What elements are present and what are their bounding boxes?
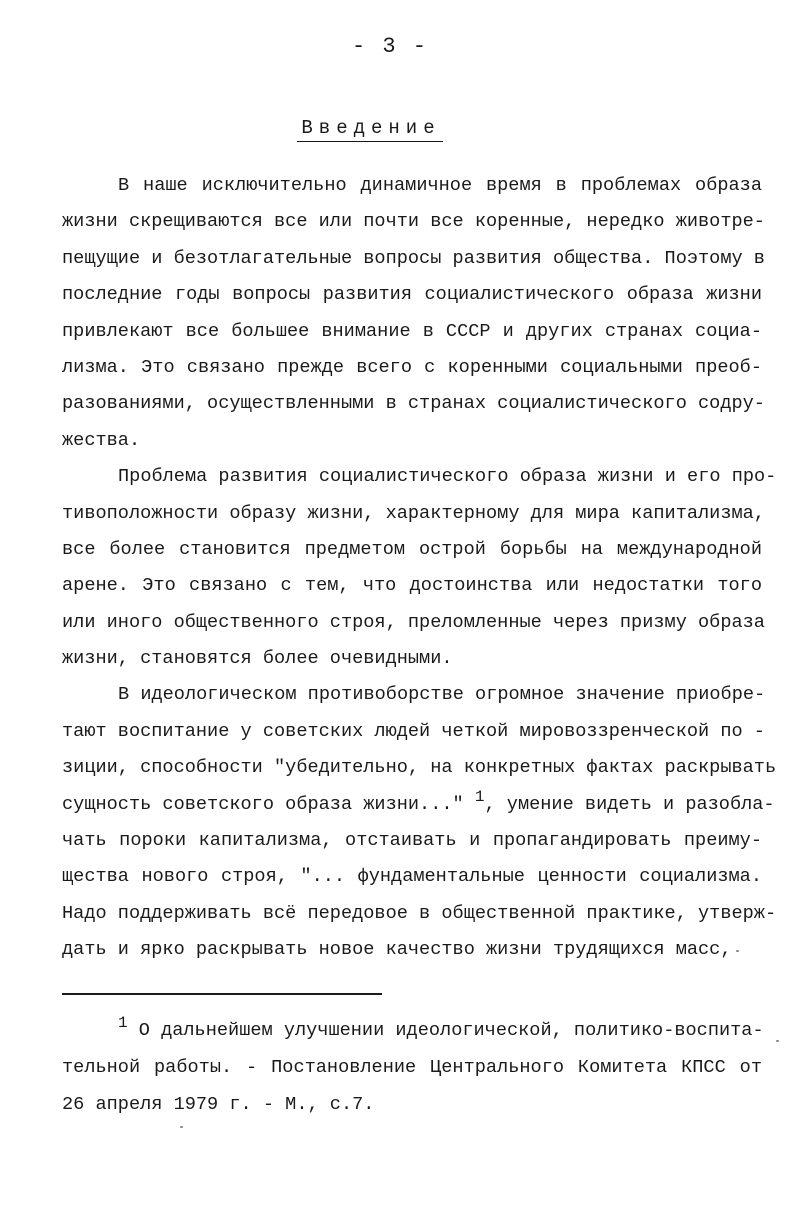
text-fragment: , умение видеть и разобла-	[484, 793, 775, 815]
text-line-with-footnote	[62, 787, 775, 823]
scan-speck	[776, 1040, 779, 1042]
text-line: жизни скрещиваются все или почти все коренные, нередко животре-	[62, 211, 765, 233]
text-line: жества.	[62, 429, 141, 451]
text-line: тивоположности образу жизни, характерному для мира капитализма,	[62, 502, 765, 524]
section-title	[0, 117, 740, 139]
section-title-text: Введение	[297, 117, 442, 142]
text-line: все более становится предметом острой борьбы на международной	[62, 538, 762, 560]
text-line: арене. Это связано с тем, что достоинства или недостатки того	[62, 575, 762, 597]
footnote	[62, 1012, 762, 1123]
text-line: Проблема развития социалистического образа жизни и его про-	[118, 466, 777, 488]
text-line: щества нового строя, "... фундаментальные ценности социализма.	[62, 866, 762, 888]
text-line: лизма. Это связано прежде всего с коренными социальными преоб-	[62, 356, 762, 378]
footnote-reference[interactable]: 1	[474, 787, 485, 806]
text-line: жизни, становятся более очевидными.	[62, 648, 453, 670]
footnote-text: О дальнейшем улучшении идеологической, политико-воспита-	[127, 1020, 764, 1041]
text-line: В идеологическом противоборстве огромное значение приобре-	[118, 684, 766, 706]
text-fragment: сущность советского образа жизни..."	[62, 793, 464, 815]
text-line: дать и ярко раскрывать новое качество жизни трудящихся масс,	[62, 939, 732, 961]
page-number: - 3 -	[351, 34, 428, 59]
footnote-line: тельной работы. - Постановление Центрального Комитета КПСС от	[62, 1057, 762, 1078]
footnote-divider	[62, 993, 382, 995]
scan-speck	[180, 1126, 183, 1128]
text-line: тают воспитание у советских людей четкой мировоззренческой по -	[62, 720, 765, 742]
text-line: или иного общественного строя, преломленные через призму образа	[62, 611, 765, 633]
text-line: В наше исключительно динамичное время в проблемах образа	[118, 175, 762, 196]
text-line: Надо поддерживать всё передовое в общественной практике, утверж-	[62, 902, 777, 924]
text-line: пещущие и безотлагательные вопросы развития общества. Поэтому в	[62, 247, 765, 269]
text-line: разованиями, осуществленными в странах социалистического содру-	[62, 393, 765, 415]
text-line: привлекают все большее внимание в СССР и других странах социа-	[62, 320, 762, 342]
footnote-line: 26 апреля 1979 г. - М., с.7.	[62, 1094, 375, 1115]
body-text	[62, 168, 777, 969]
text-line: чать пороки капитализма, отстаивать и пропагандировать преиму-	[62, 830, 762, 852]
footnote-line	[62, 1012, 762, 1049]
text-line: зиции, способности "убедительно, на конкретных фактах раскрывать	[62, 757, 777, 779]
footnote-mark: 1	[118, 1014, 128, 1032]
scan-speck	[736, 950, 739, 952]
text-line: последние годы вопросы развития социалистического образа жизни	[62, 284, 762, 306]
